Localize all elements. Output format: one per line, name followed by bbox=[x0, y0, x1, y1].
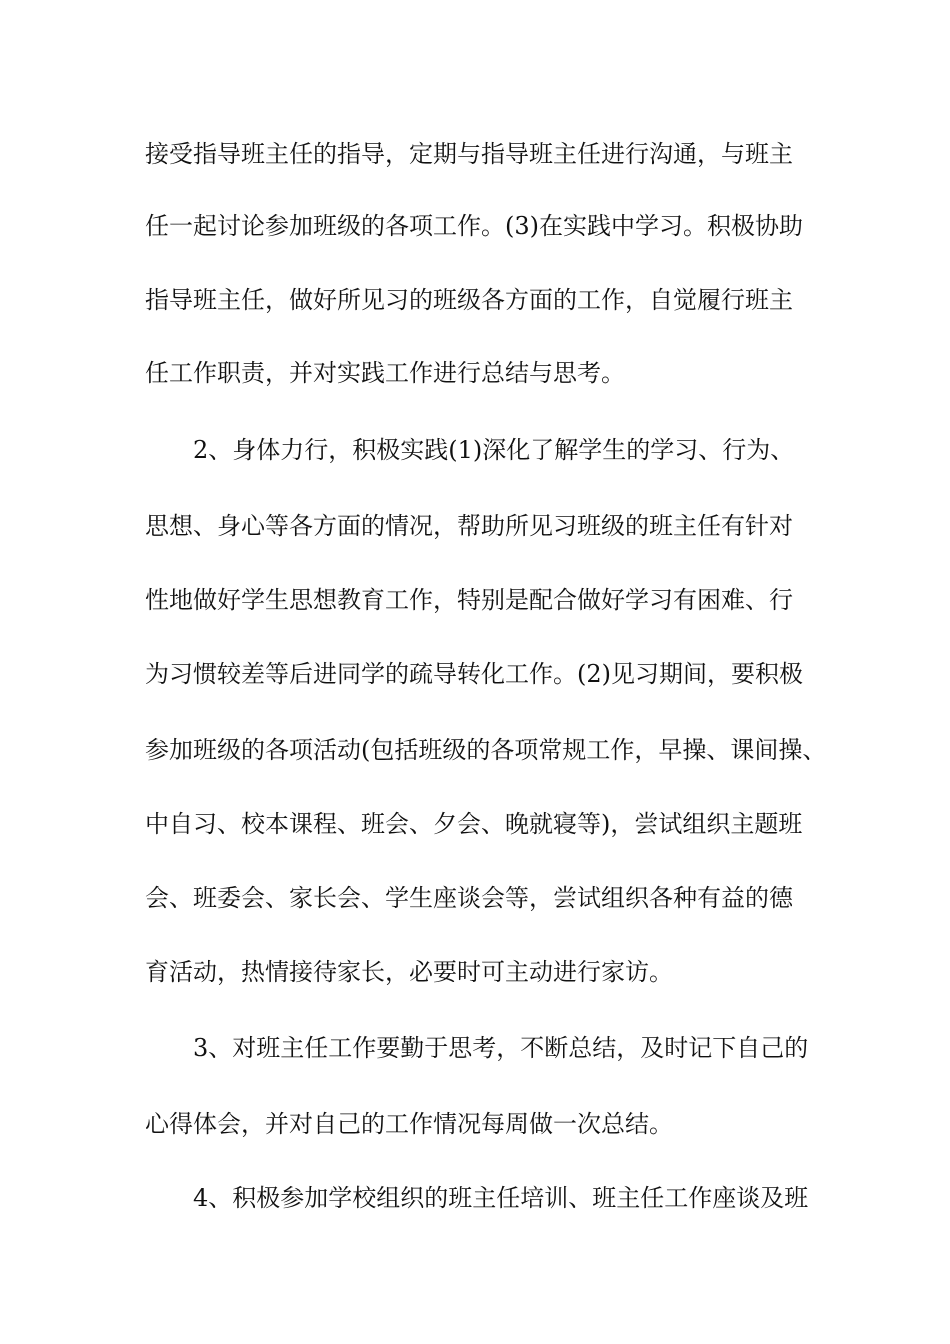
paragraph-line: 性地做好学生思想教育工作，特别是配合做好学习有困难、行 bbox=[145, 586, 793, 614]
paragraph-line: 为习惯较差等后进同学的疏导转化工作。(2)见习期间，要积极 bbox=[145, 660, 803, 688]
paragraph-line: 2、身体力行，积极实践(1)深化了解学生的学习、行为、 bbox=[193, 436, 795, 464]
paragraph-line: 中自习、校本课程、班会、夕会、晚就寝等)，尝试组织主题班 bbox=[145, 810, 803, 838]
paragraph-line: 指导班主任，做好所见习的班级各方面的工作，自觉履行班主 bbox=[145, 286, 793, 314]
paragraph-line: 任工作职责，并对实践工作进行总结与思考。 bbox=[145, 359, 625, 387]
paragraph-line: 参加班级的各项活动(包括班级的各项常规工作，早操、课间操、 bbox=[145, 736, 827, 764]
paragraph-line: 3、对班主任工作要勤于思考，不断总结，及时记下自己的 bbox=[193, 1034, 809, 1062]
paragraph-line: 接受指导班主任的指导，定期与指导班主任进行沟通，与班主 bbox=[145, 140, 793, 168]
paragraph-line: 心得体会，并对自己的工作情况每周做一次总结。 bbox=[145, 1110, 673, 1138]
paragraph-line: 思想、身心等各方面的情况，帮助所见习班级的班主任有针对 bbox=[145, 512, 793, 540]
paragraph-line: 任一起讨论参加班级的各项工作。(3)在实践中学习。积极协助 bbox=[145, 212, 803, 240]
paragraph-line: 4、积极参加学校组织的班主任培训、班主任工作座谈及班 bbox=[193, 1184, 809, 1212]
paragraph-line: 育活动，热情接待家长，必要时可主动进行家访。 bbox=[145, 958, 673, 986]
paragraph-line: 会、班委会、家长会、学生座谈会等，尝试组织各种有益的德 bbox=[145, 884, 793, 912]
